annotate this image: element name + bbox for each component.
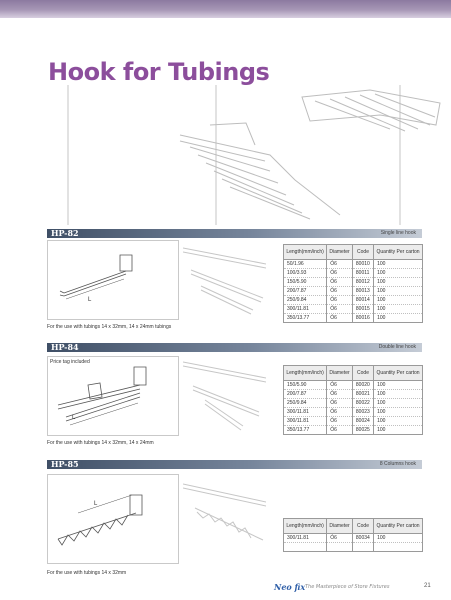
- table-row: [284, 534, 423, 543]
- table-cell: 100: [374, 296, 423, 305]
- dimension-label: L: [88, 297, 92, 303]
- table-row: [284, 314, 423, 323]
- page-number: 21: [424, 583, 431, 589]
- table-row: [284, 417, 423, 426]
- table-cell: Ó6: [327, 399, 353, 408]
- table-cell: Ó6: [327, 381, 353, 390]
- table-cell: 250/9.84: [284, 296, 327, 305]
- table-cell: 100: [374, 417, 423, 426]
- brand-logo-text: Neo fix: [274, 582, 306, 592]
- table-cell: 100: [374, 534, 423, 543]
- table-cell: 100: [374, 381, 423, 390]
- table-cell: [374, 543, 423, 552]
- table-cell: 100: [374, 390, 423, 399]
- table-row: [284, 426, 423, 435]
- column-header: Diameter: [327, 366, 353, 381]
- table-row: [284, 408, 423, 417]
- hero-hook-display-image: [40, 85, 451, 225]
- hp-85-spec-table: [283, 518, 423, 552]
- table-row: [284, 381, 423, 390]
- table-cell: 80011: [352, 269, 373, 278]
- hp-82-spec-table: [283, 244, 423, 323]
- hp-85-photo: [183, 474, 266, 562]
- table-cell: 50/1.96: [284, 260, 327, 269]
- table-cell: 200/7.87: [284, 287, 327, 296]
- table-cell: Ó6: [327, 534, 353, 543]
- section-description: Single line hook: [380, 230, 416, 236]
- table-cell: 100: [374, 269, 423, 278]
- table-cell: 80010: [352, 260, 373, 269]
- section-code: HP-82: [51, 228, 79, 238]
- table-cell: Ó6: [327, 390, 353, 399]
- dimension-label: L: [94, 501, 98, 507]
- section-code: HP-84: [51, 342, 79, 352]
- top-color-band: [0, 0, 451, 18]
- table-cell: 350/13.77: [284, 314, 327, 323]
- table-cell: 80020: [352, 381, 373, 390]
- table-row: [284, 399, 423, 408]
- table-cell: 80016: [352, 314, 373, 323]
- table-cell: Ó6: [327, 426, 353, 435]
- table-cell: 80024: [352, 417, 373, 426]
- table-row: [284, 390, 423, 399]
- hp-84-usage-note: For the use with tubings 14 x 32mm, 14 x 24mm: [47, 440, 154, 446]
- table-cell: Ó6: [327, 278, 353, 287]
- table-cell: 300/11.81: [284, 534, 327, 543]
- hp-84-photo: [183, 356, 266, 434]
- hp-85-usage-note: For the use with tubings 14 x 32mm: [47, 570, 127, 576]
- table-cell: Ó6: [327, 417, 353, 426]
- table-cell: 100: [374, 278, 423, 287]
- section-description: Double line hook: [378, 344, 416, 350]
- column-header: Quantity Per carton: [374, 366, 423, 381]
- table-cell: 100: [374, 260, 423, 269]
- table-cell: 300/11.81: [284, 305, 327, 314]
- table-cell: 200/7.87: [284, 390, 327, 399]
- table-cell: 80021: [352, 390, 373, 399]
- table-cell: Ó6: [327, 305, 353, 314]
- table-cell: 300/11.81: [284, 417, 327, 426]
- table-cell: 100: [374, 287, 423, 296]
- column-header: Code: [352, 245, 373, 260]
- column-header: Quantity Per carton: [374, 519, 423, 534]
- table-cell: 100: [374, 314, 423, 323]
- table-cell: 80015: [352, 305, 373, 314]
- hp-82-drawing: [47, 240, 179, 320]
- table-cell: 80023: [352, 408, 373, 417]
- column-header: Diameter: [327, 519, 353, 534]
- table-row: [284, 269, 423, 278]
- table-cell: 150/5.90: [284, 381, 327, 390]
- column-header: Quantity Per carton: [374, 245, 423, 260]
- table-cell: 80025: [352, 426, 373, 435]
- table-cell: [352, 543, 373, 552]
- page-title: Hook for Tubings: [48, 58, 270, 86]
- table-cell: 150/5.90: [284, 278, 327, 287]
- table-cell: 100/3.93: [284, 269, 327, 278]
- table-cell: Ó6: [327, 287, 353, 296]
- column-header: Code: [352, 519, 373, 534]
- table-cell: Ó6: [327, 269, 353, 278]
- dimension-label: L: [72, 415, 76, 421]
- table-row: [284, 287, 423, 296]
- table-cell: 100: [374, 426, 423, 435]
- column-header: Diameter: [327, 245, 353, 260]
- table-cell: Ó6: [327, 314, 353, 323]
- price-tag-label: Price tag included: [50, 359, 90, 365]
- table-cell: 350/13.77: [284, 426, 327, 435]
- section-code: HP-85: [51, 459, 79, 469]
- column-header: Length(mm/inch): [284, 245, 327, 260]
- table-cell: 80014: [352, 296, 373, 305]
- column-header: Code: [352, 366, 373, 381]
- hp-84-spec-table: [283, 365, 423, 435]
- table-cell: Ó6: [327, 260, 353, 269]
- hp-82-photo: [183, 240, 266, 318]
- brand-slogan: The Masterpiece of Store Fixtures: [305, 584, 390, 590]
- table-cell: 80034: [352, 534, 373, 543]
- table-cell: 250/9.84: [284, 399, 327, 408]
- table-cell: [284, 543, 327, 552]
- table-cell: 80022: [352, 399, 373, 408]
- table-cell: Ó6: [327, 408, 353, 417]
- hp-85-drawing: [47, 474, 179, 564]
- table-cell: Ó6: [327, 296, 353, 305]
- column-header: Length(mm/inch): [284, 366, 327, 381]
- section-description: 8 Columns hook: [379, 461, 416, 467]
- table-cell: 80013: [352, 287, 373, 296]
- table-cell: 100: [374, 399, 423, 408]
- table-row: [284, 260, 423, 269]
- table-row: [284, 296, 423, 305]
- table-cell: 80012: [352, 278, 373, 287]
- table-cell: 100: [374, 408, 423, 417]
- column-header: Length(mm/inch): [284, 519, 327, 534]
- hp-82-usage-note: For the use with tubings 14 x 32mm, 14 x 24mm tubings: [47, 324, 172, 330]
- table-cell: 300/11.81: [284, 408, 327, 417]
- table-row: [284, 305, 423, 314]
- table-cell: 100: [374, 305, 423, 314]
- hp-84-drawing: [47, 356, 179, 436]
- table-row: [284, 278, 423, 287]
- table-cell: [327, 543, 353, 552]
- table-row: [284, 543, 423, 552]
